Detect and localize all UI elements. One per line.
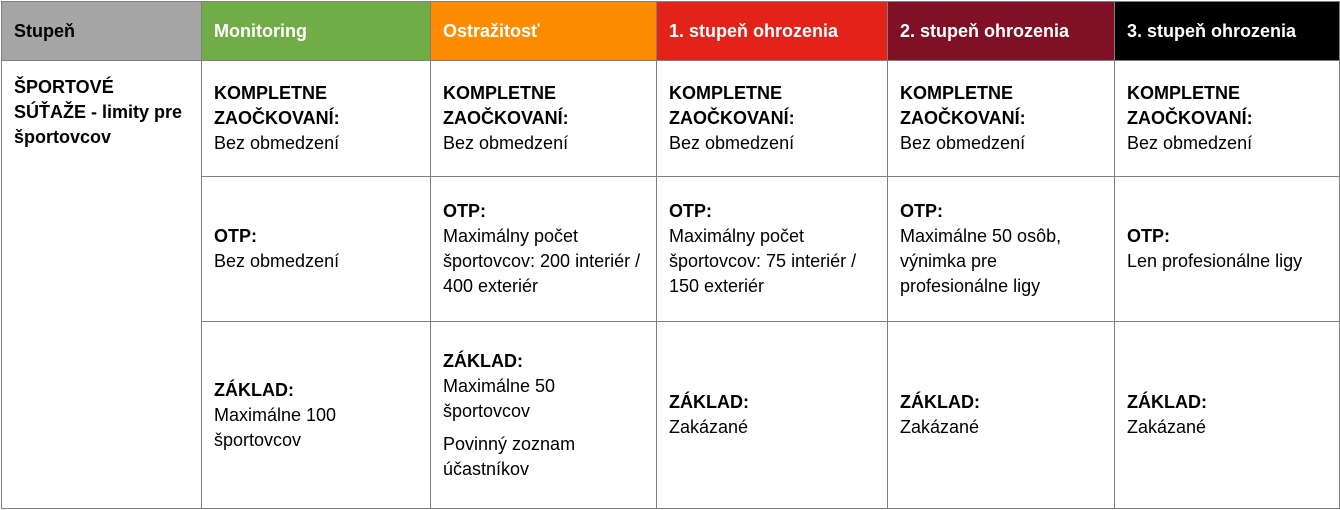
table-row-zaklad [2,322,1340,509]
header-stupen-1: 1. stupeň ohrozenia [657,2,888,61]
cell-zaklad-ostrazitost [431,322,657,509]
cell-value: Maximálne 50 športovcov [443,375,556,421]
cell-value: Bez obmedzení [214,251,340,271]
cell-zaklad-monitoring [202,322,431,509]
cell-value: Bez obmedzení [669,133,795,153]
header-stupen-2: 2. stupeň ohrozenia [888,2,1115,61]
cell-vaccinated-stupen-1 [657,61,888,177]
header-row [2,2,1340,61]
cell-label: OTP: [669,201,712,221]
cell-value: Len profesionálne ligy [1127,251,1303,271]
cell-value: Maximálne 100 športovcov [214,404,337,450]
cell-label: ZÁKLAD: [1127,392,1207,412]
cell-value: Zakázané [1127,417,1207,437]
table-row-otp [2,177,1340,322]
header-stupen: Stupeň [2,2,202,61]
cell-label: KOMPLETNE ZAOČKOVANÍ: [1127,83,1253,128]
cell-zaklad-stupen-2 [888,322,1115,509]
cell-label: KOMPLETNE ZAOČKOVANÍ: [900,83,1026,128]
restrictions-table [1,1,1340,509]
cell-extra-note: Povinný zoznam účastníkov [443,433,576,479]
table-row-vaccinated [2,61,1340,177]
cell-label: KOMPLETNE ZAOČKOVANÍ: [214,83,340,128]
cell-label: OTP: [214,226,257,246]
header-monitoring: Monitoring [202,2,431,61]
cell-vaccinated-stupen-3 [1115,61,1340,177]
header-ostrazitost: Ostražitosť [431,2,657,61]
cell-otp-ostrazitost [431,177,657,322]
cell-label: OTP: [900,201,943,221]
cell-otp-stupen-1 [657,177,888,322]
cell-label: OTP: [443,201,486,221]
row-header-sport-competitions: ŠPORTOVÉ SÚŤAŽE - limity pre športovcov [2,61,202,509]
cell-vaccinated-stupen-2 [888,61,1115,177]
cell-value: Bez obmedzení [1127,133,1253,153]
cell-label: KOMPLETNE ZAOČKOVANÍ: [443,83,569,128]
cell-otp-monitoring [202,177,431,322]
cell-label: KOMPLETNE ZAOČKOVANÍ: [669,83,795,128]
cell-label: OTP: [1127,226,1170,246]
cell-zaklad-stupen-1 [657,322,888,509]
cell-value: Maximálny počet športovcov: 75 interiér / 150 exteriér [669,226,857,296]
cell-otp-stupen-2 [888,177,1115,322]
cell-value: Bez obmedzení [443,133,569,153]
cell-value: Maximálne 50 osôb, výnimka pre profesionálne ligy [900,226,1062,296]
cell-value: Maximálny počet športovcov: 200 interiér / 400 exteriér [443,226,641,296]
cell-otp-stupen-3 [1115,177,1340,322]
cell-vaccinated-monitoring [202,61,431,177]
cell-value: Zakázané [900,417,980,437]
cell-vaccinated-ostrazitost [431,61,657,177]
header-stupen-3: 3. stupeň ohrozenia [1115,2,1340,61]
cell-zaklad-stupen-3 [1115,322,1340,509]
cell-label: ZÁKLAD: [443,350,523,371]
cell-label: ZÁKLAD: [669,392,749,412]
cell-value: Bez obmedzení [900,133,1026,153]
cell-value: Zakázané [669,417,749,437]
cell-label: ZÁKLAD: [214,379,294,400]
cell-value: Bez obmedzení [214,133,340,153]
cell-label: ZÁKLAD: [900,392,980,412]
